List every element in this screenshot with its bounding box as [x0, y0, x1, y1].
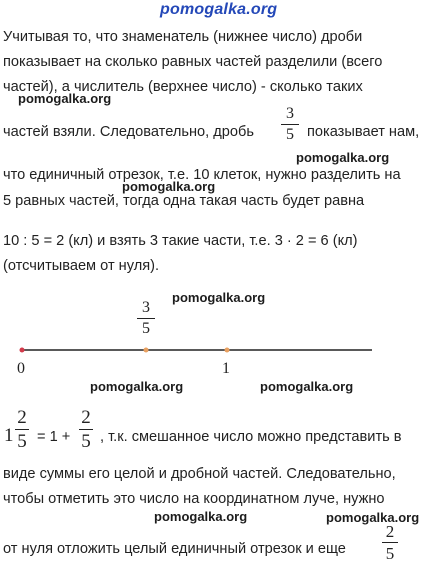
fraction-three-fifths	[281, 106, 299, 143]
site-watermark: pomogalka.org	[326, 510, 420, 525]
fraction-numerator: 2	[385, 522, 395, 541]
text-line: частей взяли. Следовательно, дробь	[3, 124, 254, 140]
site-watermark: pomogalka.org	[160, 1, 278, 18]
text-line: показывает на сколько равных частей разделили (всего	[3, 54, 383, 70]
mixed-number-whole: 1	[4, 425, 14, 446]
site-watermark: pomogalka.org	[296, 150, 390, 165]
last-fraction	[382, 523, 398, 562]
text-line: Учитывая то, что знаменатель (нижнее число) дроби	[3, 29, 363, 45]
text-line: виде суммы его целой и дробной частей. Следовательно,	[3, 466, 396, 482]
number-line	[0, 340, 444, 360]
fraction-bar	[382, 542, 398, 543]
zero-label: 0	[17, 360, 25, 377]
fraction-numerator: 2	[81, 407, 91, 428]
fraction-denominator: 5	[81, 431, 91, 452]
fraction-denominator: 5	[17, 431, 27, 452]
text-line: 10 : 5 = 2 (кл) и взять 3 такие части, т.е. 3 · 2 = 6 (кл)	[3, 233, 358, 249]
fraction-bar	[137, 318, 155, 319]
text-line: чтобы отметить это число на координатном луче, нужно	[3, 491, 385, 507]
text-line: что единичный отрезок, т.е. 10 клеток, нужно разделить на	[3, 167, 401, 183]
origin-point	[20, 348, 25, 353]
site-watermark: pomogalka.org	[122, 179, 216, 194]
site-watermark: pomogalka.org	[260, 379, 354, 394]
unit-point	[225, 348, 230, 353]
site-watermark: pomogalka.org	[90, 379, 184, 394]
fraction-bar	[281, 124, 299, 125]
three-fifths-point	[144, 348, 149, 353]
text-line: (отсчитываем от нуля).	[3, 258, 160, 274]
mixed-number-fraction	[15, 408, 29, 451]
fraction-denominator: 5	[385, 544, 395, 563]
fraction-bar	[79, 429, 93, 430]
text-line: , т.к. смешанное число можно представить в	[100, 429, 402, 445]
text-line: показывает нам,	[307, 124, 420, 140]
fraction-denominator: 5	[142, 320, 150, 337]
fraction-denominator: 5	[286, 126, 294, 143]
site-watermark: pomogalka.org	[172, 290, 266, 305]
text-line: от нуля отложить целый единичный отрезок и еще	[3, 541, 346, 557]
fraction-numerator: 2	[17, 407, 27, 428]
site-watermark: pomogalka.org	[18, 91, 112, 106]
fraction-numerator: 3	[286, 105, 294, 122]
text-line: 5 равных частей, тогда одна такая часть будет равна	[3, 193, 365, 209]
fraction-numerator: 3	[142, 299, 150, 316]
text-line: частей), а числитель (верхнее число) - сколько таких	[3, 79, 363, 95]
rhs-fraction	[79, 408, 93, 451]
fraction-bar	[15, 429, 29, 430]
one-label: 1	[222, 360, 230, 377]
number-line-point-fraction	[137, 300, 155, 337]
equals-text: = 1 +	[37, 429, 71, 445]
site-watermark: pomogalka.org	[154, 509, 248, 524]
